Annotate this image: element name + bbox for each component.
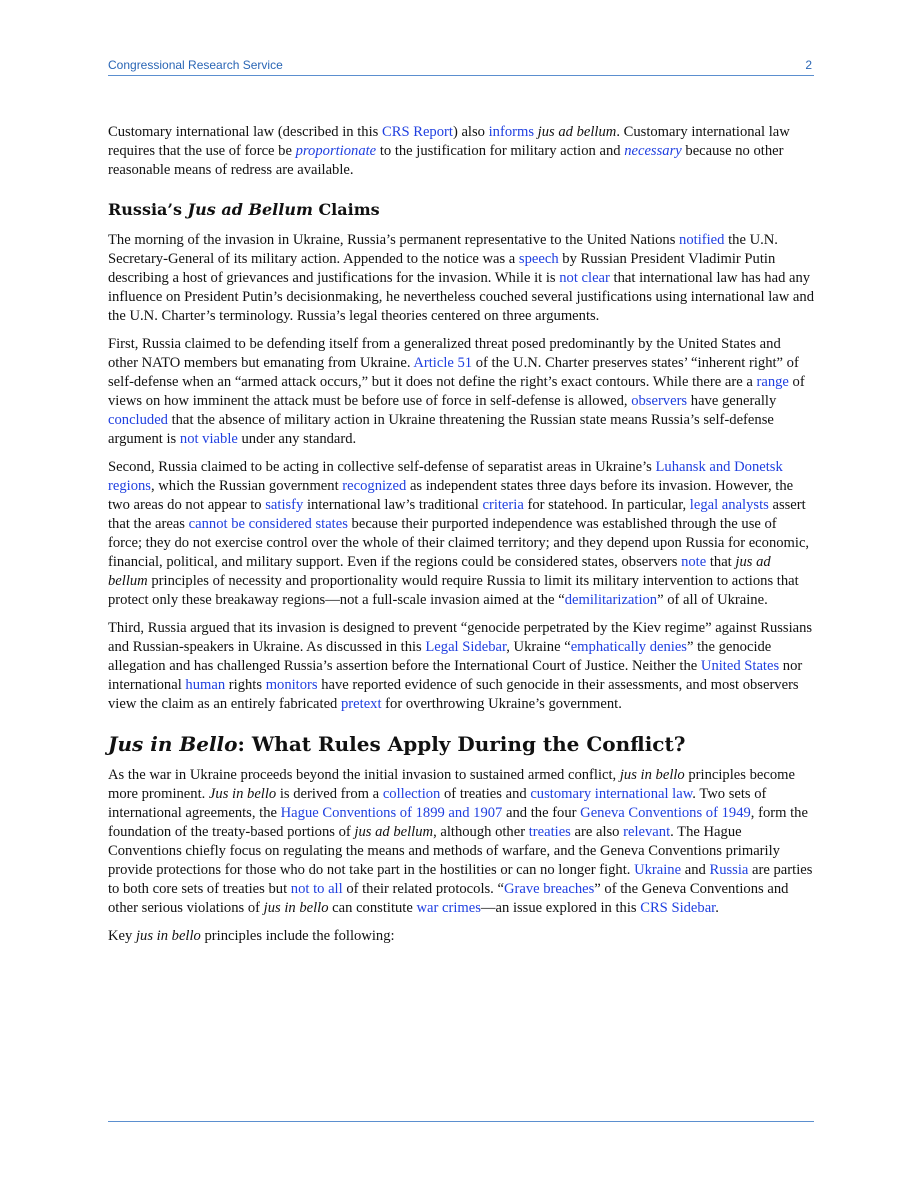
link-collection[interactable]: collection	[382, 786, 441, 802]
link-range[interactable]: range	[756, 374, 789, 390]
link-article-51[interactable]: Article 51	[413, 355, 473, 371]
link-satisfy[interactable]: satisfy	[265, 497, 304, 513]
link-relevant[interactable]: relevant	[623, 824, 671, 840]
link-necessary[interactable]: necessary	[624, 143, 682, 159]
section-heading-russia-claims: Russia’s Jus ad Bellum Claims	[108, 200, 380, 219]
page-number: 2	[805, 58, 812, 72]
running-header	[108, 58, 814, 74]
link-grave-breaches[interactable]: Grave breaches	[503, 881, 595, 897]
link-ukraine[interactable]: Ukraine	[634, 862, 682, 878]
paragraph-key-principles: Key jus in bello principles include the following:	[108, 928, 395, 944]
link-monitors[interactable]: monitors	[265, 677, 318, 693]
paragraph-third-claim: Third, Russia argued that its invasion is designed to prevent “genocide perpetrated by the Kiev regime” against Russians and Russian-speakers in Ukraine. As discussed in this Legal Sidebar, Ukraine “emphatically denies” the genocide allegation and has challenged Russia’s assertion before the International Court of Justice. Neither the United States nor international human rights monitors have reported evidence of such genocide in their assessments, and most observers view the claim as an entirely fabricated pretext for overthrowing Ukraine’s government.	[108, 620, 813, 712]
link-pretext[interactable]: pretext	[341, 696, 382, 712]
link-cannot-be-considered-states[interactable]: cannot be considered states	[188, 516, 348, 532]
header-org: Congressional Research Service	[108, 58, 283, 72]
link-russia[interactable]: Russia	[709, 862, 749, 878]
link-not-to-all[interactable]: not to all	[290, 881, 343, 897]
footer-rule	[108, 1121, 814, 1122]
link-emphatically-denies[interactable]: emphatically denies	[570, 639, 687, 655]
link-concluded[interactable]: concluded	[108, 412, 168, 428]
link-war-crimes[interactable]: war crimes	[416, 900, 481, 916]
link-notified[interactable]: notified	[679, 232, 725, 248]
link-recognized[interactable]: recognized	[342, 478, 407, 494]
link-proportionate[interactable]: proportionate	[295, 143, 377, 159]
header-rule	[108, 75, 814, 76]
link-treaties[interactable]: treaties	[528, 824, 571, 840]
link-united-states[interactable]: United States	[700, 658, 780, 674]
link-legal-sidebar[interactable]: Legal Sidebar	[425, 639, 507, 655]
link-criteria[interactable]: criteria	[482, 497, 524, 513]
section-heading-jus-in-bello: Jus in Bello: What Rules Apply During the Conflict?	[108, 732, 686, 756]
link-not-clear[interactable]: not clear	[559, 270, 610, 286]
link-note[interactable]: note	[681, 554, 707, 570]
link-speech[interactable]: speech	[518, 251, 559, 267]
paragraph-jus-in-bello-intro: As the war in Ukraine proceeds beyond the initial invasion to sustained armed conflict, jus in bello principles become more prominent. Jus in bello is derived from a collection of treaties and customary international law. Two sets of international agreements, the Hague Conventions of 1899 and 1907 and the four Geneva Conventions of 1949, form the foundation of the treaty-based portions of jus ad bellum, although other treaties are also relevant. The Hague Conventions chiefly focus on regulating the means and methods of warfare, and the Geneva Conventions primarily provide protections for those who do not take part in the hostilities or can no longer fight. Ukraine and Russia are parties to both core sets of treaties but not to all of their related protocols. “Grave breaches” of the Geneva Conventions and other serious violations of jus in bello can constitute war crimes—an issue explored in this CRS Sidebar.	[108, 767, 813, 916]
link-demilitarization[interactable]: demilitarization	[564, 592, 658, 608]
link-customary-international-law[interactable]: customary international law	[530, 786, 693, 802]
link-crs-report[interactable]: CRS Report	[381, 124, 453, 140]
link-luhansk-donetsk[interactable]: Luhansk and Donetsk regions	[108, 459, 783, 494]
link-crs-sidebar[interactable]: CRS Sidebar	[640, 900, 716, 916]
paragraph-second-claim: Second, Russia claimed to be acting in collective self-defense of separatist areas in Ukraine’s Luhansk and Donetsk regions, which the Russian government recognized as independent states three days before its invasion. However, the two areas do not appear to satisfy international law’s traditional criteria for statehood. In particular, legal analysts assert that the areas cannot be considered states because their purported independence was established through the use of force; they do not exercise control over the whole of their claimed territory; and they depend upon Russia for economic, financial, political, and military support. Even if the regions could be considered states, observers note that jus ad bellum principles of necessity and proportionality would require Russia to limit its military intervention to actions that protect only these breakaway regions—not a full-scale invasion aimed at the “demilitarization” of all of Ukraine.	[108, 459, 810, 608]
link-not-viable[interactable]: not viable	[179, 431, 238, 447]
link-hague-conventions[interactable]: Hague Conventions of 1899 and 1907	[280, 805, 503, 821]
link-observers[interactable]: observers	[631, 393, 688, 409]
link-legal-analysts[interactable]: legal analysts	[689, 497, 769, 513]
paragraph-customary-law: Customary international law (described in this CRS Report) also informs jus ad bellum. Customary international law requires that the use of force be proportionate to the justification for military action and necessary because no other reasonable means of redress are available.	[108, 124, 790, 178]
paragraph-first-claim: First, Russia claimed to be defending itself from a generalized threat posed predominantly by the United States and other NATO members but emanating from Ukraine. Article 51 of the U.N. Charter preserves states’ “inherent right” of self-defense when an “armed attack occurs,” but it does not define the right’s exact contours. While there are a range of views on how imminent the attack must be before use of force in self-defense is allowed, observers have generally concluded that the absence of military action in Ukraine threatening the Russian state means Russia’s self-defense argument is not viable under any standard.	[108, 336, 805, 447]
link-human[interactable]: human	[185, 677, 226, 693]
body-content	[108, 123, 814, 955]
link-informs[interactable]: informs	[488, 124, 535, 140]
paragraph-invasion-morning: The morning of the invasion in Ukraine, Russia’s permanent representative to the United Nations notified the U.N. Secretary-General of its military action. Appended to the notice was a speech by Russian President Vladimir Putin describing a host of grievances and justifications for the invasion. While it is not clear that international law has had any influence on President Putin’s decisionmaking, he nevertheless couched several justifications using international law and the U.N. Charter’s terminology. Russia’s legal theories centered on three arguments.	[108, 232, 814, 324]
link-geneva-conventions[interactable]: Geneva Conventions of 1949	[580, 805, 751, 821]
